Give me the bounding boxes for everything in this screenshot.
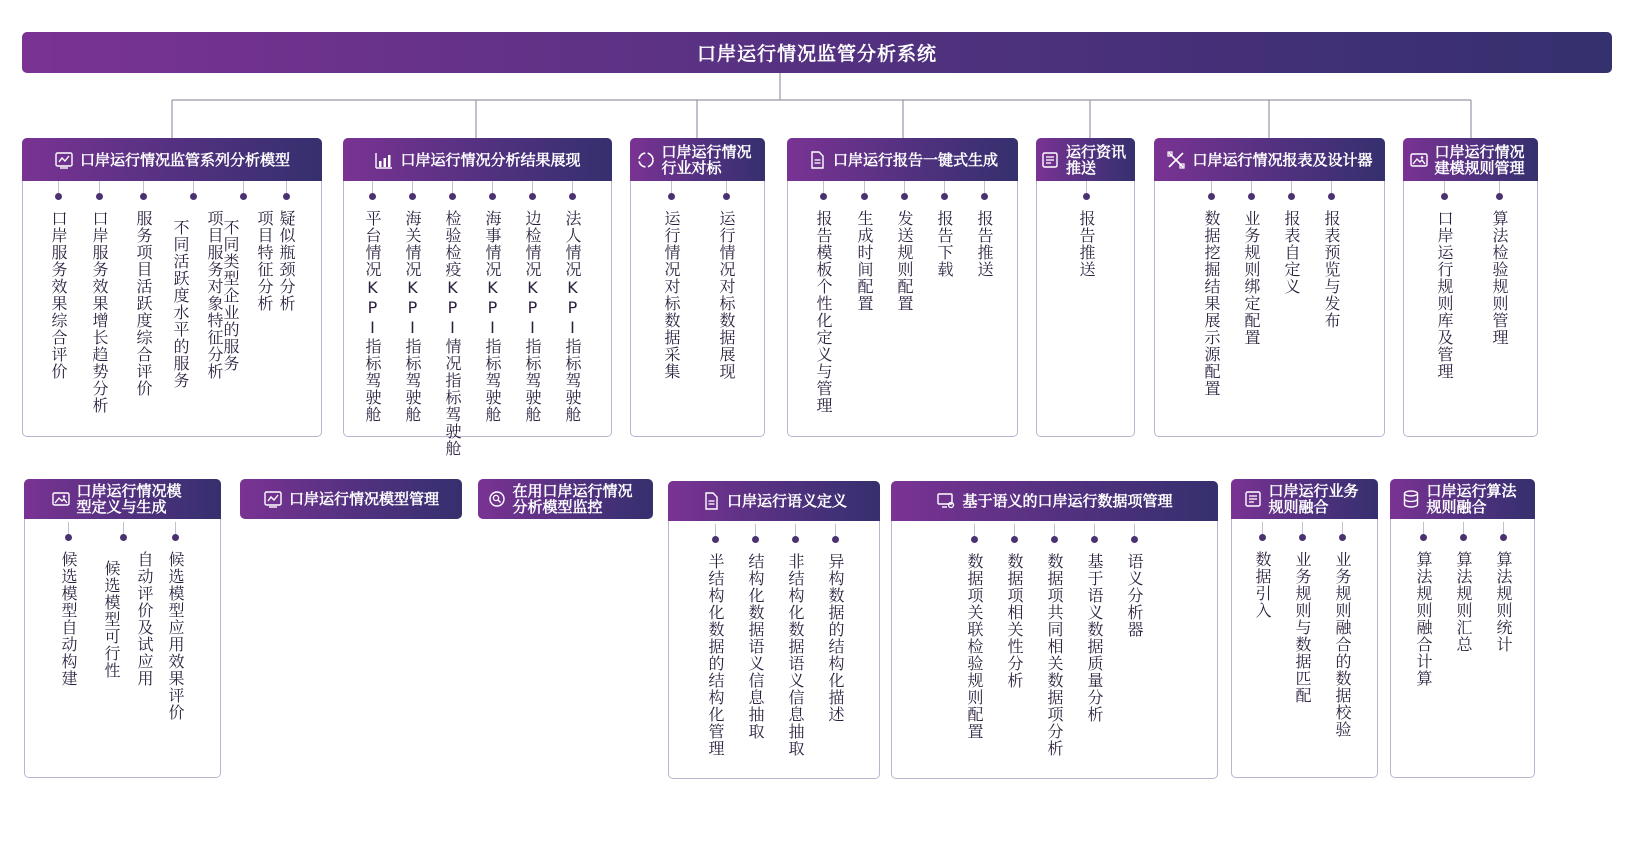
module-item-label: 报告推送 (975, 210, 994, 278)
module-item (1488, 181, 1510, 346)
module-item-label: 运行情况对标数据展现 (717, 210, 736, 380)
module-header (1154, 138, 1385, 181)
module-item-label: 业务规则绑定配置 (1242, 210, 1261, 346)
module-model-definition (24, 479, 221, 778)
module-modeling-rules (1403, 138, 1538, 437)
module-item (1452, 522, 1474, 653)
design-tools-icon (1166, 150, 1186, 170)
module-item (47, 181, 69, 380)
module-semantic-definition (668, 481, 880, 779)
database-icon (1401, 489, 1421, 509)
module-item-label: 口岸服务效果综合评价 (49, 210, 68, 380)
module-header (343, 138, 612, 181)
module-item (812, 181, 834, 414)
module-item-label: 发送规则配置 (895, 210, 914, 312)
module-item-label: 候选模型可行性 (102, 560, 121, 679)
module-title: 口岸运行情况模型定义与生成 (76, 482, 182, 516)
cycle-icon (636, 150, 656, 170)
module-item (1123, 524, 1145, 638)
module-item-label: 口岸服务效果增长趋势分析 (90, 210, 109, 414)
module-item-label: 生成时间配置 (855, 210, 874, 312)
module-item-label: 海事情况KPI指标驾驶舱 (483, 210, 502, 423)
module-title: 口岸运行情况行业对标 (661, 142, 752, 177)
module-item-label: 服务项目活跃度综合评价 (134, 210, 153, 397)
module-header (1403, 138, 1538, 181)
module-title: 口岸运行算法规则融合 (1426, 482, 1517, 516)
module-title: 口岸运行业务规则融合 (1268, 482, 1359, 516)
module-item (401, 181, 423, 423)
module-title: 口岸运行情况分析结果展现 (400, 150, 581, 169)
module-item (1075, 181, 1097, 278)
module-header (24, 479, 221, 519)
module-item (1331, 522, 1353, 738)
module-item (715, 181, 737, 380)
module-title: 口岸运行情况建模规则管理 (1434, 142, 1525, 177)
module-item (1320, 181, 1342, 329)
module-header (1036, 138, 1135, 181)
module-item (893, 181, 915, 312)
module-item (1240, 181, 1262, 346)
module-title: 口岸运行情况监管系列分析模型 (79, 150, 290, 169)
module-item-label: 数据项相关性分析 (1005, 553, 1024, 689)
module-item (1043, 524, 1065, 757)
module-item-label: 口岸运行规则库及管理 (1435, 210, 1454, 380)
module-title: 在用口岸运行情况分析模型监控 (512, 482, 633, 516)
module-item-label: 海关情况KPI指标驾驶舱 (403, 210, 422, 423)
module-item-label: 算法检验规则管理 (1490, 210, 1509, 346)
module-item (973, 181, 995, 278)
module-item (132, 181, 154, 397)
module-item-label: 法人情况KPI指标驾驶舱 (563, 210, 582, 423)
document-icon (701, 491, 721, 511)
module-title: 口岸运行报告一键式生成 (832, 150, 998, 169)
module-item (660, 181, 682, 380)
module-model-management (240, 479, 462, 519)
module-item (361, 181, 383, 423)
module-header (668, 481, 880, 521)
line-chart-icon (54, 150, 74, 170)
module-item-label: 数据引入 (1253, 551, 1272, 619)
module-item (824, 524, 846, 723)
module-item (1492, 522, 1514, 653)
module-header (891, 481, 1218, 521)
module-item-label: 半结构化数据的结构化管理 (706, 553, 725, 757)
module-item-label: 自动评价及试应用 (135, 551, 154, 687)
module-item (164, 522, 186, 721)
module-semantic-data-items (891, 481, 1218, 779)
module-item-label: 报告推送 (1077, 210, 1096, 278)
module-item-label: 业务规则融合的数据校验 (1333, 551, 1352, 738)
module-item-label: 业务规则与数据匹配 (1293, 551, 1312, 704)
module-item (853, 181, 875, 312)
module-report-generation (787, 138, 1018, 437)
module-item-label: 报表预览与发布 (1322, 210, 1341, 329)
module-item (481, 181, 503, 423)
module-item (561, 181, 583, 423)
module-item (1291, 522, 1313, 704)
module-algorithm-rules-fusion (1390, 479, 1535, 778)
module-title: 口岸运行情况报表及设计器 (1192, 150, 1373, 169)
bar-chart-icon (374, 150, 394, 170)
module-item (1412, 522, 1434, 687)
module-item-label: 异构数据的结构化描述 (826, 553, 845, 723)
module-item (963, 524, 985, 740)
module-item-label: 疑似瓶颈分析 (277, 210, 296, 312)
module-item-label: 候选模型自动构建 (59, 551, 78, 687)
module-item (441, 181, 463, 457)
module-news-push (1036, 138, 1135, 437)
module-item (1200, 181, 1222, 397)
module-title: 口岸运行语义定义 (726, 492, 847, 510)
module-header (630, 138, 765, 181)
module-item (275, 181, 297, 312)
module-series-analysis-models (22, 138, 322, 437)
module-item (521, 181, 543, 423)
module-item-label: 非结构化数据语义信息抽取 (786, 553, 805, 757)
module-title: 运行资讯推送 (1066, 142, 1127, 177)
image-frame-icon (1409, 150, 1429, 170)
module-item-label: 报表自定义 (1282, 210, 1301, 295)
module-item-label: 不同活跃度水平的服务 (171, 219, 190, 389)
module-item-label: 报告模板个性化定义与管理 (814, 210, 833, 414)
monitor-gear-icon (936, 491, 956, 511)
module-item-label: 边检情况KPI指标驾驶舱 (523, 210, 542, 423)
module-header (1390, 479, 1535, 519)
document-icon (807, 150, 827, 170)
module-report-designer (1154, 138, 1385, 437)
module-item-label: 平台情况KPI指标驾驶舱 (363, 210, 382, 423)
module-item-label: 不同类型企业的服务 (221, 219, 240, 372)
module-item-label: 数据项关联检验规则配置 (965, 553, 984, 740)
module-item-label: 算法规则统计 (1494, 551, 1513, 653)
news-icon (1040, 150, 1060, 170)
search-icon (487, 489, 507, 509)
module-item-label: 报告下载 (935, 210, 954, 278)
module-item (1083, 524, 1105, 723)
module-item-label: 算法规则融合计算 (1414, 551, 1433, 687)
module-title: 口岸运行情况模型管理 (288, 490, 439, 508)
module-item (1433, 181, 1455, 380)
module-model-monitoring (478, 479, 653, 519)
module-item-label: 基于语义数据质量分析 (1085, 553, 1104, 723)
news-icon (1243, 489, 1263, 509)
module-header (1231, 479, 1378, 519)
module-item (704, 524, 726, 757)
module-item (1251, 522, 1273, 619)
module-item-label: 语义分析器 (1125, 553, 1144, 638)
module-title: 基于语义的口岸运行数据项管理 (962, 492, 1173, 510)
module-item (933, 181, 955, 278)
module-industry-benchmark (630, 138, 765, 437)
module-business-rules-fusion (1231, 479, 1378, 778)
module-item (744, 524, 766, 740)
module-header (787, 138, 1018, 181)
module-header (22, 138, 322, 181)
module-item-label: 数据项共同相关数据项分析 (1045, 553, 1064, 757)
module-item-label: 算法规则汇总 (1454, 551, 1473, 653)
system-title-text: 口岸运行情况监管分析系统 (696, 43, 937, 65)
image-frame-icon (51, 489, 71, 509)
module-item-label: 项目特征分析 (255, 210, 274, 312)
line-chart-icon (263, 489, 283, 509)
module-item-label: 项目服务对象特征分析 (205, 210, 224, 380)
module-item-label: 运行情况对标数据采集 (662, 210, 681, 380)
module-item (1280, 181, 1302, 295)
module-item-label: 候选模型应用效果评价 (166, 551, 185, 721)
module-analysis-results (343, 138, 612, 457)
module-item-label: 数据挖掘结果展示源配置 (1202, 210, 1221, 397)
module-item (88, 181, 110, 414)
module-item (1003, 524, 1025, 689)
module-item (784, 524, 806, 757)
module-item (57, 522, 79, 687)
module-item-label: 检验检疫KPI情况指标驾驶舱 (443, 210, 462, 457)
module-item-label: 结构化数据语义信息抽取 (746, 553, 765, 740)
